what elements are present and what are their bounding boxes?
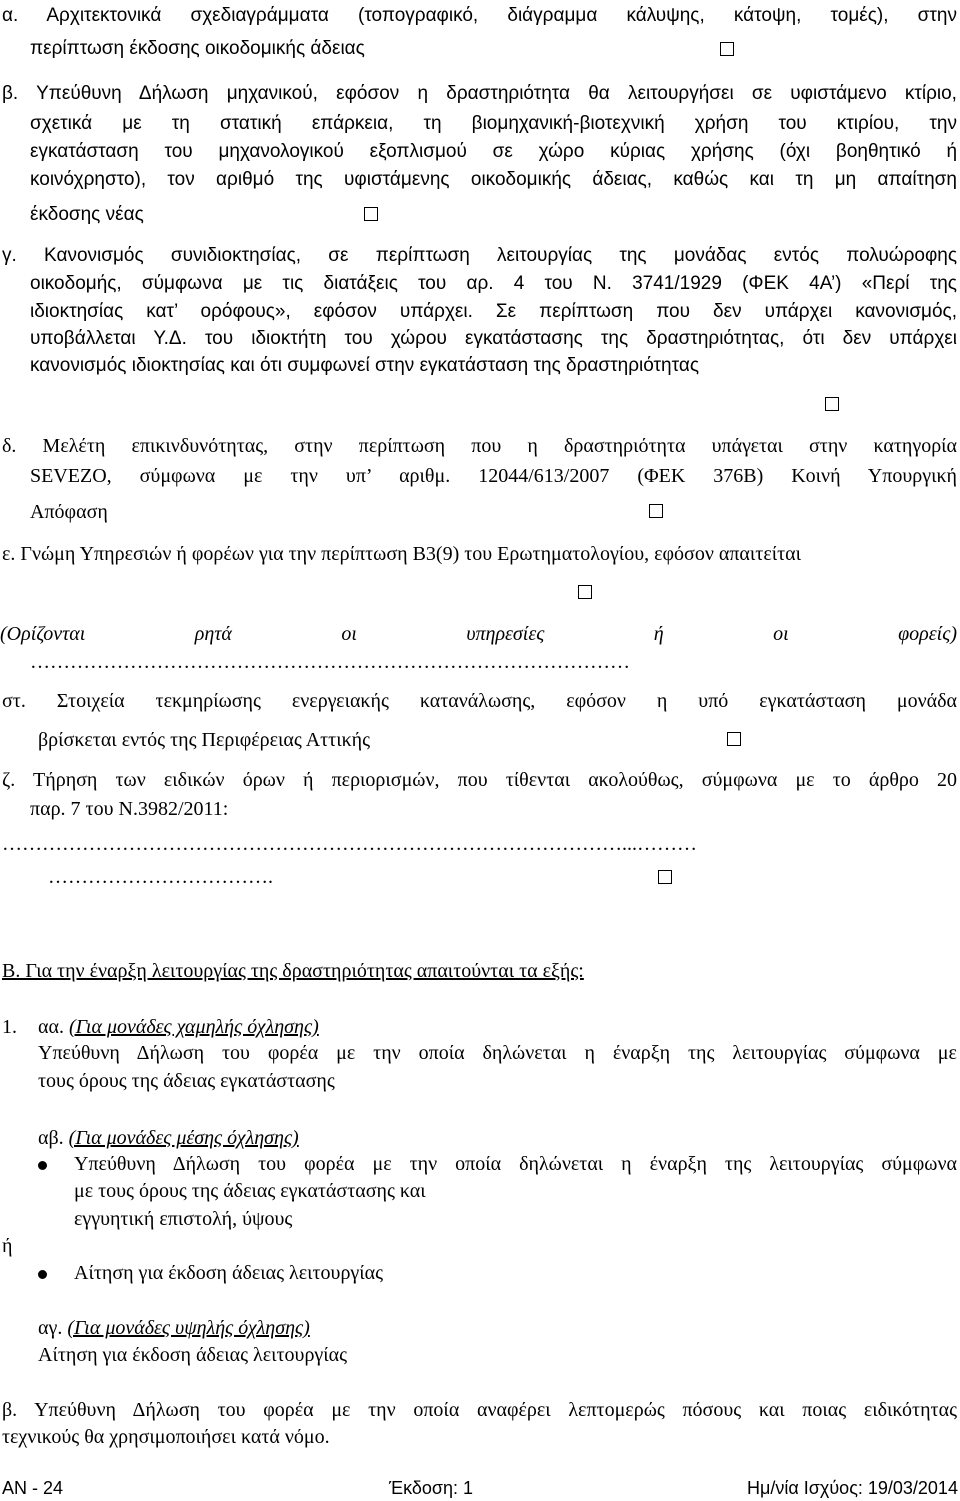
checkbox-st[interactable] [727, 732, 741, 746]
checkbox-z[interactable] [658, 870, 672, 884]
aa-line1: Υπεύθυνη Δήλωση του φορέα με την οποία δηλώνεται η έναρξη της λειτουργίας σύμφωνα με [38, 1042, 957, 1064]
item-st-line1: στ. Στοιχεία τεκμηρίωσης ενεργειακής κατανάλωσης, εφόσον η υπό εγκατάσταση μονάδα [2, 690, 958, 712]
item-d-line3: Απόφαση [30, 501, 108, 523]
aa-line2: τους όρους της άδειας εγκατάστασης [38, 1070, 335, 1092]
beta-line1: β. Υπεύθυνη Δήλωση του φορέα με την οποία αναφέρει λεπτομερώς πόσους και ποιας ειδικότητας [2, 1399, 957, 1421]
ab-note: (Για μονάδες μέσης όχλησης) [68, 1127, 299, 1149]
item-c-line5: κανονισμός ιδιοκτησίας και ότι συμφωνεί στην εγκατάσταση της δραστηριότητας [30, 355, 699, 376]
item-e-line1: ε. Γνώμη Υπηρεσιών ή φορέων για την περίπτωση Β3(9) του Ερωτηματολογίου, εφόσον απαιτείται [2, 543, 802, 565]
item1-number: 1. [2, 1016, 17, 1038]
checkbox-e[interactable] [578, 585, 592, 599]
item-d-line1: δ. Μελέτη επικινδυνότητας, στην περίπτωση που η δραστηριότητα υπάγεται στην κατηγορία [2, 435, 958, 457]
item-b-line2: σχετικά με τη στατική επάρκεια, τη βιομηχανική-βιοτεχνική χρήση του κτιρίου, την [30, 113, 957, 134]
ab-header [38, 1128, 299, 1148]
footer-code: ΑΝ - 24 [2, 1478, 64, 1498]
checkbox-d[interactable] [649, 504, 663, 518]
checkbox-c[interactable] [825, 397, 839, 411]
item-z-line3: …………………………………………………………………………………...……… [2, 833, 697, 855]
footer-date: Ημ/νία Ισχύος: 19/03/2014 [747, 1478, 958, 1498]
ab-bullet1-line3: εγγυητική επιστολή, ύψους [74, 1208, 293, 1230]
item-c-line1: γ. Κανονισμός συνιδιοκτησίας, σε περίπτωση λειτουργίας της μονάδας εντός πολυώροφης [2, 245, 957, 266]
item-d-line2: SEVEZO, σύμφωνα με την υπ’ αριθμ. 12044/613/2007 (ΦΕΚ 376Β) Κοινή Υπουργική [30, 465, 957, 487]
item-e-line3: ……………………………………………………………………………… [30, 651, 630, 673]
ab-bullet1-line2: με τους όρους της άδειας εγκατάστασης και [74, 1180, 426, 1202]
item-b-line1: β. Υπεύθυνη Δήλωση μηχανικού, εφόσον η δραστηριότητα θα λειτουργήσει σε υφιστάμενο κτίριο, [2, 83, 957, 104]
item-z-line2: παρ. 7 του Ν.3982/2011: [30, 798, 229, 820]
ab-bullet1-line1: Υπεύθυνη Δήλωση του φορέα με την οποία δηλώνεται η έναρξη της λειτουργίας σύμφωνα [74, 1153, 957, 1175]
item-c-line4: υποβάλλεται Υ.Δ. του ιδιοκτήτη του χώρου εγκατάστασης της δραστηριότητας, ότι δεν υπάρχει [30, 328, 957, 349]
checkbox-a[interactable] [720, 42, 734, 56]
item-c-line3: ιδιοκτησίας κατ’ ορόφους», εφόσον υπάρχει. Σε περίπτωση που δεν υπάρχει κανονισμός, [30, 301, 957, 322]
item-b-line4: κοινόχρηστο), τον αριθμό της υφιστάμενης οικοδομικής άδειας, καθώς και τη μη απαίτηση [30, 169, 957, 190]
aa-label: αα. [38, 1016, 64, 1038]
ag-label: αγ. [38, 1317, 63, 1339]
item-z-line1: ζ. Τήρηση των ειδικών όρων ή περιορισμών, που τίθενται ακολούθως, σύμφωνα με το άρθρο 20 [2, 769, 957, 791]
ab-label: αβ. [38, 1127, 64, 1149]
aa-note: (Για μονάδες χαμηλής όχλησης) [68, 1016, 319, 1038]
footer-edition: Έκδοση: 1 [389, 1478, 474, 1498]
ag-note: (Για μονάδες υψηλής όχλησης) [67, 1317, 310, 1339]
item-a-line2: περίπτωση έκδοσης οικοδομικής άδειας [30, 38, 365, 59]
ab-bullet2: Αίτηση για έκδοση άδειας λειτουργίας [74, 1262, 384, 1284]
bullet-1 [38, 1161, 47, 1170]
item-c-line2: οικοδομής, σύμφωνα με τις διατάξεις του αρ. 4 του Ν. 3741/1929 (ΦΕΚ 4Α’) «Περί της [30, 273, 957, 294]
item-z-line4: ……………………………. [48, 866, 273, 888]
item-b-line5: έκδοσης νέας [30, 204, 144, 225]
item-st-line2: βρίσκεται εντός της Περιφέρειας Αττικής [38, 729, 371, 751]
item-e-line2: (Ορίζονται ρητά οι υπηρεσίες ή οι φορείς) [0, 623, 957, 645]
aa-header [38, 1017, 319, 1037]
checkbox-b[interactable] [364, 207, 378, 221]
ag-header [38, 1318, 310, 1338]
item-a-line1: α. Αρχιτεκτονικά σχεδιαγράμματα (τοπογραφικό, διάγραμμα κάλυψης, κάτοψη, τομές), στην [2, 5, 957, 26]
item-b-line3: εγκατάσταση του μηχανολογικού εξοπλισμού σε χώρο κύριας χρήσης (όχι βοηθητικό ή [30, 141, 958, 162]
bullet-2 [38, 1270, 47, 1279]
section-b-heading: Β. Για την έναρξη λειτουργίας της δραστηριότητας απαιτούνται τα εξής: [2, 960, 584, 982]
or-label: ή [2, 1235, 13, 1257]
beta-line2: τεχνικούς θα χρησιμοποιήσει κατά νόμο. [2, 1426, 330, 1448]
ag-line1: Αίτηση για έκδοση άδειας λειτουργίας [38, 1344, 348, 1366]
